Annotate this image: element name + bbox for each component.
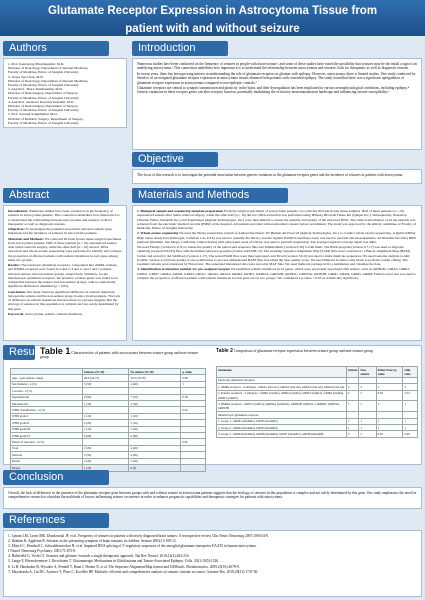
table-cell: 4 (40): [129, 452, 181, 458]
authors-box: [3, 58, 127, 128]
table-cell: WHO grade I: [11, 413, 83, 419]
table-cell: 3 (30): [129, 401, 181, 407]
introduction-heading: Introduction: [132, 41, 228, 56]
table-cell: 1 (10): [83, 413, 129, 419]
table-cell: Total: [11, 445, 83, 451]
table1: [10, 368, 206, 472]
table-cell: 1: [376, 425, 403, 431]
table-cell: 1: [403, 425, 418, 431]
reference-item: 2. Ibrahim K, Appleton R. Seizures as the presenting symptom of brain tumours in children. Seizure 2004;13:108-12.: [8, 539, 177, 544]
table-cell: Sex (female) - n (%): [11, 381, 83, 387]
reference-item: 4. Huberfeld G, Vecht CJ. Seizures and gliomas--towards a single therapeutic approach. Nat Rev Neurol. 2016;12(4):204-216.: [8, 554, 190, 559]
references-heading: References: [3, 513, 109, 528]
table-cell: 1: [346, 418, 358, 424]
table1-caption: [40, 346, 205, 360]
abstract-paragraph: [8, 237, 122, 263]
abstract-paragraph: [8, 290, 122, 311]
table-cell: 1 (10): [83, 426, 129, 432]
table-cell: 7: [346, 401, 358, 412]
objective-box: [132, 169, 422, 184]
table-row: [217, 390, 418, 401]
author-line: 2. Jirayu Sae-Chan, M.D.: [8, 74, 44, 79]
author-line: 4. Asst.Prof. Anukoon Kaewborisutsakul, M.D.: [8, 99, 75, 104]
conclusion-box: [3, 487, 422, 509]
table-cell: WHO grade II: [11, 420, 83, 426]
materials-box: [132, 205, 422, 341]
table-cell: Ionotropic glutamate receptors: [217, 377, 347, 383]
table-cell: Subtotal: [11, 452, 83, 458]
abstract-label: Materials and Methods:: [8, 236, 44, 241]
abstract-text: To investigate the potential association between somatic gene mutations and the incidence of seizures in astrocytoma patients.: [8, 227, 112, 236]
table-cell: Biopsy: [11, 465, 83, 471]
methods-text: We identified somatic mutations in 22 genes, which were previously associated with seizure, such as GRIN2D, GRIA4, GRIK1, GRIN1, GRM7, GRIK2, GRM2, GRM3, GRIA1, GRIA2, GRIA3, GRIK4, GRIK5, GRIN2A, GRIN2B, GRIN2C, GRIN3A, GRIN3B, GRM1, GRM4, GRM5, GRM6. Fisher's exact test was used to compare the proportion of affected patients with somatic mutations in each gene across two groups. We considered a p-value < 0.05 as statistically significant.: [137, 267, 416, 280]
methods-text: From the surgical specimens of astrocytoma patients, we collected 20 fresh frozen tissue samples. Half of these patients (n = 10) experienced seizure after tumor removal surgery, while the other half (n = 10) did not. DNA extraction was performed using DNeasy Blood & Tissue Kit (Qiagen Inc.). Subsequently, Nanodrop (Thermo Fisher Scientific Inc.) and TapeStation (Agilent Technologies, Inc.) were then utilized to assess the quantity and quality of the extracted DNA. The clinical information of all the patients was retrieved from the electronic medical records (EMR) of the hospital. All patients provided written informed consent before recruitment. The study was approved by the ethical committee of Faculty of Medicine, Prince of Songkla University.: [137, 209, 416, 230]
abstract-label: Results:: [8, 263, 21, 267]
table-cell: 7 (70): [129, 394, 181, 400]
table-cell: Partial: [11, 458, 83, 464]
author-line: 3. Asst.Prof. Thara Tunthanathip, M.D.: [8, 87, 63, 92]
conclusion-heading: Conclusion: [3, 470, 109, 485]
table-cell: 6 (60): [129, 433, 181, 439]
table1-number: Table 1: [40, 346, 71, 356]
table-cell: 9 (90): [83, 394, 129, 400]
intro-paragraph: Numerous studies have been conducted on the frequency of seizures in people with astrocytomas¹, and some of these studies have raised the possibility that seizures may be the initial a sign of an underlying astrocytoma.² This connection underlines how important it is to understand the relationship between astrocytomas and seizures, both for therapeutic as well as diagnostic reasons.: [137, 62, 417, 71]
table-header-cell: Glutamate: [217, 367, 347, 378]
table-cell: Infratentorial: [11, 401, 83, 407]
abstract-box: [3, 205, 127, 341]
abstract-paragraph: [8, 263, 122, 289]
reference-item: 5. Lange F, Hörnschemeyer J, Kirschstein T. Glutamatergic Mechanisms in Glioblastoma and Tumor-Associated Epilepsy. Cells. 2021;10(5):1226.: [8, 559, 220, 564]
author-line: Faculty of Medicine, Prince of Songkla University: [8, 95, 79, 100]
table-cell: 0.65: [376, 431, 403, 437]
table-cell: 2 (20): [129, 458, 181, 464]
abstract-label: Conclusion:: [8, 289, 26, 294]
abstract-label: Objectives:: [8, 227, 25, 231]
table-cell: 1: [376, 384, 403, 390]
table-cell: 50.3 (19-78): [129, 375, 181, 381]
table-cell: 2 (20): [83, 445, 129, 451]
table-cell: 4 (40): [129, 381, 181, 387]
table-cell: 7: [359, 401, 376, 412]
table-cell: 1. AMPA receptors - 4 subtypes : GRIA1 (Glu A1), GRIA2 (Glu A2), GRIA3 (Glu A3), GRIA4 (Glu A4): [217, 384, 347, 390]
table1-caption-text: Characteristics of patients with astrocytoma between seizure group and non-seizure group: [40, 351, 199, 360]
table-cell: 0.98: [181, 375, 206, 381]
intro-paragraph: In recent years, there has been growing interest in understanding the role of glutamate receptors in gliomas with epilepsy. However, astrocytoma, there is limited studies. One study conducted by Smith et al. investigated glutamate receptor expression in astrocytoma tissues obtained from patients with comorbid epilepsy. The study found that there was a significant upregulation of glutamate receptor expression in astrocytomas compared to non-epileptic controls.³: [137, 71, 416, 85]
table-cell: 49.9 (34-75): [83, 375, 129, 381]
table2-number: Table 2: [216, 348, 233, 354]
abstract-text: We collected 20 fresh frozen tissue surgical specimens from astrocytoma patients. Half of these patients (n = 10) experienced seizure after tumor removal surgery, while the other half (n = 10) did not. DNA extraction and whole-exome sequencing were performed to identify and compare the proportion of affected patients with somatic mutations in each gene among these two groups.: [8, 236, 122, 262]
table-row: [217, 401, 418, 412]
methods-text: We used the library preparation system of Agilent SureSelect XT Human All Exon v8 (Agilent Technologies, Inc.) to conduct whole exome sequencing. A Qubit dsDNA High Sense Assay Kit (Invitrogen, Carlsbad, CA, USA) was used to quantify the library, and the Agilent D1000 ScreenTape assay was used to perform size measurements. An Illumina NovaSeq 6000 platform (Illumina, San Diego, California, United States) with paired-end reads of 150-bp was used to perform sequencing. The average targeted coverage depth was 200x.: [137, 231, 416, 244]
introduction-box: [132, 58, 422, 150]
table-cell: 1: [403, 418, 418, 424]
table-cell: 1: [346, 425, 358, 431]
table-header-row: [217, 367, 418, 378]
table-cell: Supratentorial: [11, 394, 83, 400]
references-box: [3, 530, 422, 597]
reference-item: 7. Mayakonda A, Lin DC, Assenov Y, Plass C, Koeffler HP. Maftools: efficient and comprehensive analysis of somatic variants in cancer. Genome Res. 2018;28(11):1747-56.: [8, 569, 259, 574]
table-cell: WHO grade IV: [11, 433, 83, 439]
table-cell: 1: [181, 381, 206, 387]
author-line: Division of Pediatric Surgery, Department of Surgery,: [8, 116, 84, 121]
table-cell: 1 (10): [129, 420, 181, 426]
reference-item: 3. Mitsch C, Pennhoff C, Schwaldenstocker B, et al. Impaired RNA splicing of 5'-regulatory sequences of the astroglial glutamate transporter EAAT2 in human astrocytoma.: [8, 544, 257, 549]
author-line: Division of Neurosurgery, Department of Surgery,: [8, 104, 79, 109]
table-cell: 2: [359, 384, 376, 390]
table2-caption: [216, 349, 416, 353]
table-cell: 6 (60): [83, 433, 129, 439]
table-cell: 0.58: [181, 394, 206, 400]
author-line: Faculty of Medicine, Prince of Songkla University: [8, 120, 79, 125]
table-cell: 2 (20): [129, 426, 181, 432]
table-row: [217, 431, 418, 437]
table-cell: 1: [359, 418, 376, 424]
table-cell: WHO grade III: [11, 426, 83, 432]
abstract-text: The ionotropic glutamate receptors, categorized into AMPA, kainate, and NMDA receptors were found in 2 and 2, 4 and 2, and 7 and 7 patients between seizure and non-seizure groups, respectively. Similarly, for the metabotropic glutamate receptors, the presence of these genes was found to be comparable between the seizure and non-seizure groups, with no statistically significant differences identified (p > 0.05).: [8, 263, 118, 289]
table-cell: [181, 465, 206, 471]
table2-caption-text: Comparison of glutamate receptor expression between seizure group and non-seizure group: [233, 349, 373, 353]
objective-text: The focus of this research is to investigate the potential association between genetic variations in the glutamate receptor genes and the incidence of seizures in patients with astrocytoma.: [137, 173, 404, 177]
table-cell: Age - years (mean, range): [11, 375, 83, 381]
table-cell: Metabotropic glutamate receptors: [217, 412, 347, 418]
table-cell: 1 (10): [83, 401, 129, 407]
table-cell: 3. NMDA receptors : GRIN1 (GluN1), GRIN2A (GluN2A), GRIN2B, GRIN2C, GRIN2D, GRIN3A, GRIN3B: [217, 401, 347, 412]
table-cell: 2 (20): [83, 458, 129, 464]
materials-heading: Materials and Methods: [132, 188, 288, 203]
table-cell: 1: [403, 401, 418, 412]
methods-text: We used FastQC (version 0.11.9) to assess the quality of the paired-end sequence files and Trimmomatic (version 0.39) to trim them. The BWA program (version 0.7.17) was used to align the optimally prepared FASTQ files with the human reference genome (version GRCh38.13). The resulting Sequence Alignment Map (SAM) files were converted to a Binary Alignment Map (BAM) format and sorted by the SAMtools (version 1.17). The sorted BAM files were then regrouped, and Picard (version 3.0.0) was used to mark duplicate sequences. We used Genome analysis toolkit (GATK, version 4.4.0) base quality score recalibration to process unduplicated BAM files and adjust the base quality score. We used Mutect2 in tumor-only mode to perform variant calling. The resultant variants were annotated by Funcotator. The annotated mutational data were stored in MAF files. We used maftools package in R to summarize and visualize the data.: [137, 245, 410, 266]
table-cell: 4: [346, 390, 358, 401]
table-cell: 2: [359, 390, 376, 401]
table-header-cell: Seizures (N=10): [83, 369, 129, 375]
conclusion-text: Overall, the lack of difference in the presence of the glutamate receptor gene between groups with and without seizure in astrocytoma patients suggests that the etiology of seizures in this population is complex and not solely determined by this gene. Our study emphasizes the need for comprehensive research to elucidate the multitude of factors influencing seizure occurrence in order to enhance prognostic capabilities and therapeutic strategies for patients with astrocytoma.: [8, 491, 417, 500]
table-cell: 2 (20): [83, 420, 129, 426]
methods-paragraph: [137, 209, 417, 230]
abstract-label: Introduction:: [8, 209, 29, 213]
abstract-text: Astrocytoma, seizure, somatic mutations: [25, 311, 83, 316]
methods-paragraph: [137, 231, 417, 244]
author-line: Division of Neurosurgery, Department of Surgery,: [8, 91, 79, 96]
authors-heading: Authors: [3, 41, 109, 56]
poster-title-line1: Glutamate Receptor Expression in Astrocytoma Tissue from: [47, 5, 378, 17]
table-cell: 5: [359, 431, 376, 437]
table-cell: Location - n (%): [11, 388, 83, 394]
reference-item: 1. Lynam LM, Lyons MK, Drazkowski JF, et al. Frequency of seizures in patients with newly diagnosed brain tumors: A retrospective review Clin Neuro Neurosurg 2007;109:634-8.: [8, 534, 269, 538]
methods-paragraph: [137, 245, 417, 266]
table-cell: 5 (50): [83, 452, 129, 458]
table-cell: 1: [359, 425, 376, 431]
methods-label: 3. Identification of mutation number for pre-assigned receptor: [137, 267, 231, 272]
methods-label: 1. Biological sample and sequencing template preparation: [137, 209, 224, 213]
table-cell: 0.46: [403, 431, 418, 437]
table-header-cell: p value: [181, 369, 206, 375]
methods-paragraph: [137, 267, 417, 280]
author-line: 1. Prof. Kanlayong Phuttinpaphal, M.D.: [8, 62, 65, 66]
result-box: [3, 345, 422, 470]
author-line: Division of Neurology, Department of Internal Medicine,: [8, 78, 89, 83]
methods-label: 2. Whole-exome sequencing: [137, 231, 179, 236]
abstract-paragraph: [8, 312, 122, 316]
abstract-label: Keywords:: [8, 311, 25, 316]
table-cell: 2. Group 2 : GRM2 (mGluR2), GRM3 (mGluR3): [217, 425, 347, 431]
table-cell: Extent of resection - n (%): [11, 439, 83, 445]
table-header-cell: No seizure (N=10): [129, 369, 181, 375]
intro-paragraph: Glutamate receptors are central to synaptic transmission and plasticity in the brain, and their dysregulation has been implicated in various neurophysiological conditions, including epilepsy.⁴ Genetic variations in these receptor genes can alter receptor function, potentially modulating the excitatory neurotransmission landscape and influencing seizure susceptibility.⁵: [137, 86, 410, 95]
poster-title-line2: patient with and without seizure: [125, 23, 300, 35]
abstract-paragraph: [8, 209, 122, 226]
table-cell: 1: [376, 401, 403, 412]
table-cell: 2: [346, 384, 358, 390]
title-banner: [0, 0, 425, 36]
reference-item: J Neurol Neurosurg Psychiatry. 2001;71:675-8.: [8, 549, 76, 554]
table-cell: WHO classification - n (%): [11, 407, 83, 413]
table-cell: 0.92: [181, 407, 206, 413]
table-header-cell: Non-seizure: [359, 367, 376, 378]
objective-heading: Objective: [132, 152, 218, 167]
abstract-paragraph: [8, 227, 122, 236]
abstract-text: Our study found no significant difference in somatic mutations between the seizure and the non-seizure group in astrocytoma patients. The lack of difference in somatic mutations between these two groups suggests that the etiology of seizures in this population is complex and not solely determined by this gene.: [8, 289, 121, 311]
table-cell: 1 (10): [129, 413, 181, 419]
table-cell: 2.54: [403, 390, 418, 401]
table-cell: 3. Group 3 : GRM4 (mGluR4), GRM6 (mGluR6), GRM7 (mGluR7), GRM8 (mGluR8): [217, 431, 347, 437]
author-line: Division of Neurology, Department of Internal Medicine,: [8, 66, 89, 71]
table2: [216, 366, 418, 438]
table-cell: 1: [403, 384, 418, 390]
table-cell: 0.65: [181, 439, 206, 445]
author-line: Faculty of Medicine, Prince of Songkla University: [8, 83, 79, 88]
author-line: Faculty of Medicine, Prince of Songkla University: [8, 108, 79, 113]
table-header-cell: Odd ratio: [403, 367, 418, 378]
table-cell: 1: [376, 418, 403, 424]
abstract-heading: Abstract: [3, 188, 109, 203]
table1-wrap: [10, 368, 206, 472]
table2-wrap: [216, 366, 418, 438]
table-cell: 1. Group 1 : GRM1 (mGluR1), GRM5 (mGluR5): [217, 418, 347, 424]
abstract-text: Numerous studies have been conducted on the frequency of seizures in astrocytoma patients. This connection underlines how important it is to understand the relationship between astrocytomas and seizures, both for therapeutic as well as diagnostic reasons.: [8, 209, 120, 226]
table-header-cell: Fisher Exact p-value: [376, 367, 403, 378]
table-header-cell: Seizure: [346, 367, 358, 378]
reference-item: 6. Li H, Handsaker B, Wysoker A, Fennell T, Ruan J, Homer N, et al. The Sequence Alignment/Map format and SAMtools. Bioinformatics. 2009;25(16):2078-9.: [8, 564, 240, 569]
table-cell: 3: [346, 431, 358, 437]
author-line: 5. Prof. Surasak Sangkhathat, M.D.: [8, 112, 58, 117]
author-line: Faculty of Medicine, Prince of Songkla University: [8, 70, 79, 75]
table-cell: 0.63: [376, 390, 403, 401]
table-cell: 5 (50): [83, 381, 129, 387]
result-heading: Result: [3, 345, 35, 360]
table-cell: 1 (10): [83, 465, 129, 471]
table-cell: 2. Kainate receptors - 5 subtypes : GRIK1 (GluK1), GRIK2 (GluK2), GRIK3 (GluK3), GRIK4 (GluK4), GRIK5 (GluK5): [217, 390, 347, 401]
table-cell: 0 (0): [129, 465, 181, 471]
table-cell: 4 (40): [129, 445, 181, 451]
